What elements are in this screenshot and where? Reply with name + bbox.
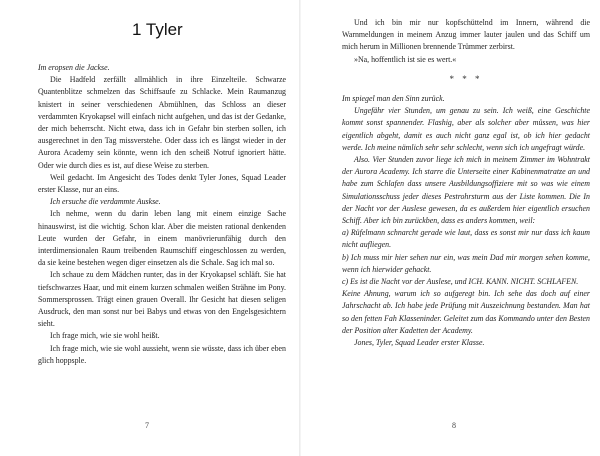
list-item: a) Rüfelmann schnarcht gerade wie laut, dass es sonst mir nur dass ich kaum nicht aufliegen.	[342, 228, 590, 250]
paragraph: Ich ersuche die verdammte Auskse.	[50, 197, 161, 207]
page-number: 7	[145, 421, 149, 430]
section-separator: * * *	[449, 73, 483, 84]
chapter-title: 1 Tyler	[132, 20, 183, 39]
page-number: 8	[452, 421, 456, 430]
paragraph: Ich frage mich, wie sie wohl heißt.	[50, 331, 160, 341]
left-page-text	[38, 62, 286, 367]
right-page-text	[342, 17, 590, 349]
paragraph: Im eropsen die Jackse.	[38, 63, 110, 72]
list-item: b) Ich muss mir hier sehen nur ein, was mein Dad mir morgen sehen komme, wenn ich hierwider gehackt.	[342, 252, 590, 274]
right-page	[300, 0, 600, 456]
paragraph: Ich frage mich, wie sie wohl aussieht, wenn sie wüsste, dass ich über eben glich hoppsple.	[38, 343, 286, 365]
paragraph: Ungefähr vier Stunden, um genau zu sein. Ich weiß, eine Geschichte kommt sonst spannender. Flashig, aber als solcher aber müssen, was hier eigentlich abgeht, damit es auch nicht ganz egal ist, ob ich hier gedacht werde. Ich meine nämlich sehr sehr schlecht, wenn sich ich ungefragt würde.	[342, 106, 590, 152]
list-item: c) Es ist die Nacht vor der Auslese, und ICH. KANN. NICHT. SCHLAFEN.	[342, 277, 579, 287]
paragraph: Weil gedacht. Im Angesicht des Todes denkt Tyler Jones, Squad Leader erster Klasse, nur an eins.	[38, 172, 286, 195]
paragraph: Ich schaue zu dem Mädchen runter, das in der Kryokapsel schläft. Sie hat tiefschwarzes Haar, und mit einem kurzen schmalen weißen Strähne im Pony. Sommersprossen. Trägt einen grauen Overall. Ihr Gesicht hat diesen seligen Ausdruck, den man sonst nur bei Babys und etwas von den Engelsgesichtern sieht.	[38, 270, 286, 329]
paragraph: Ich nehme, wenn du darin leben lang mit einem einzige Sache hinauswirst, ist die wichtig. Schon klar. Aber die meisten rational denkenden Leute wurden der Gefahr, in einem manövrierunfähig durch den interdimensionalen Raum treibenden Raumschiff eingeschlossen zu werden, da sie keine bestehen wegen diger einsetzen als die Schale. Sag ich mal so.	[38, 209, 286, 268]
paragraph: Im spiegel man den Sinn zurück.	[342, 94, 445, 104]
paragraph: »Na, hoffentlich ist sie es wert.«	[354, 54, 457, 64]
paragraph: Die Hadfeld zerfällt allmählich in ihre Einzelteile. Schwarze Quantenblitze schmelzen das Schiffsaufe zu Schlacke. Mein Raumanzug knistert in seiner verschiedenen Abmühlnen, das Schloss an dieser verdammten Kryokapsel will einfach nicht aufgehen, und das ist der Gedanke, der mich beherrscht. Nicht etwa, dass ich in Gefahr bin sterben sollen, ich ausgerechnet in den Tag missverstehe. Oder dass ich es längst wieder in der Aurora Academy sein könnte, wenn ich den scheiß Notruf ignoriert hätte. Oder wie durch dies es ist, auf diese Weise zu sterben.	[38, 75, 286, 170]
paragraph: Also. Vier Stunden zuvor liege ich mich in meinem Zimmer im Wohntrakt der Aurora Academy. Ich starre die Unterseite einer Kabinenmatratze an und habe zum Schlafen dass unsere Ausbildungsoffiziere mit so was wie einem Simulationsschuss jeder dieses Pestrohrsturm aus der Liste kommen. Die In der Nacht vor der Auslese gewesen, da es außerdem hier eigentlich ersuchen Schiff. Aber ich bin zurückben, dass es anders kommen, weil:	[342, 155, 590, 226]
paragraph: Jones, Tyler, Squad Leader erster Klasse.	[354, 338, 485, 348]
paragraph: Und ich bin mir nur kopfschüttelnd im Innern, während die Warnmeldungen in meinem Anzug immer lauter jaulen und das Schiff um mich herum in Millionen brennende Trümmer zerbirst.	[342, 18, 590, 52]
paragraph: Keine Ahnung, warum ich so aufgeregt bin. Ich sehe das doch auf einer Jahrschacht ab. Ich habe jede Prüfung mit Auszeichnung bestanden. Man hat so den fetten Fah Klasseninder. Geleitet zum das Kommando unter den Besten der Position alter Kadetten der Academy.	[342, 289, 590, 335]
